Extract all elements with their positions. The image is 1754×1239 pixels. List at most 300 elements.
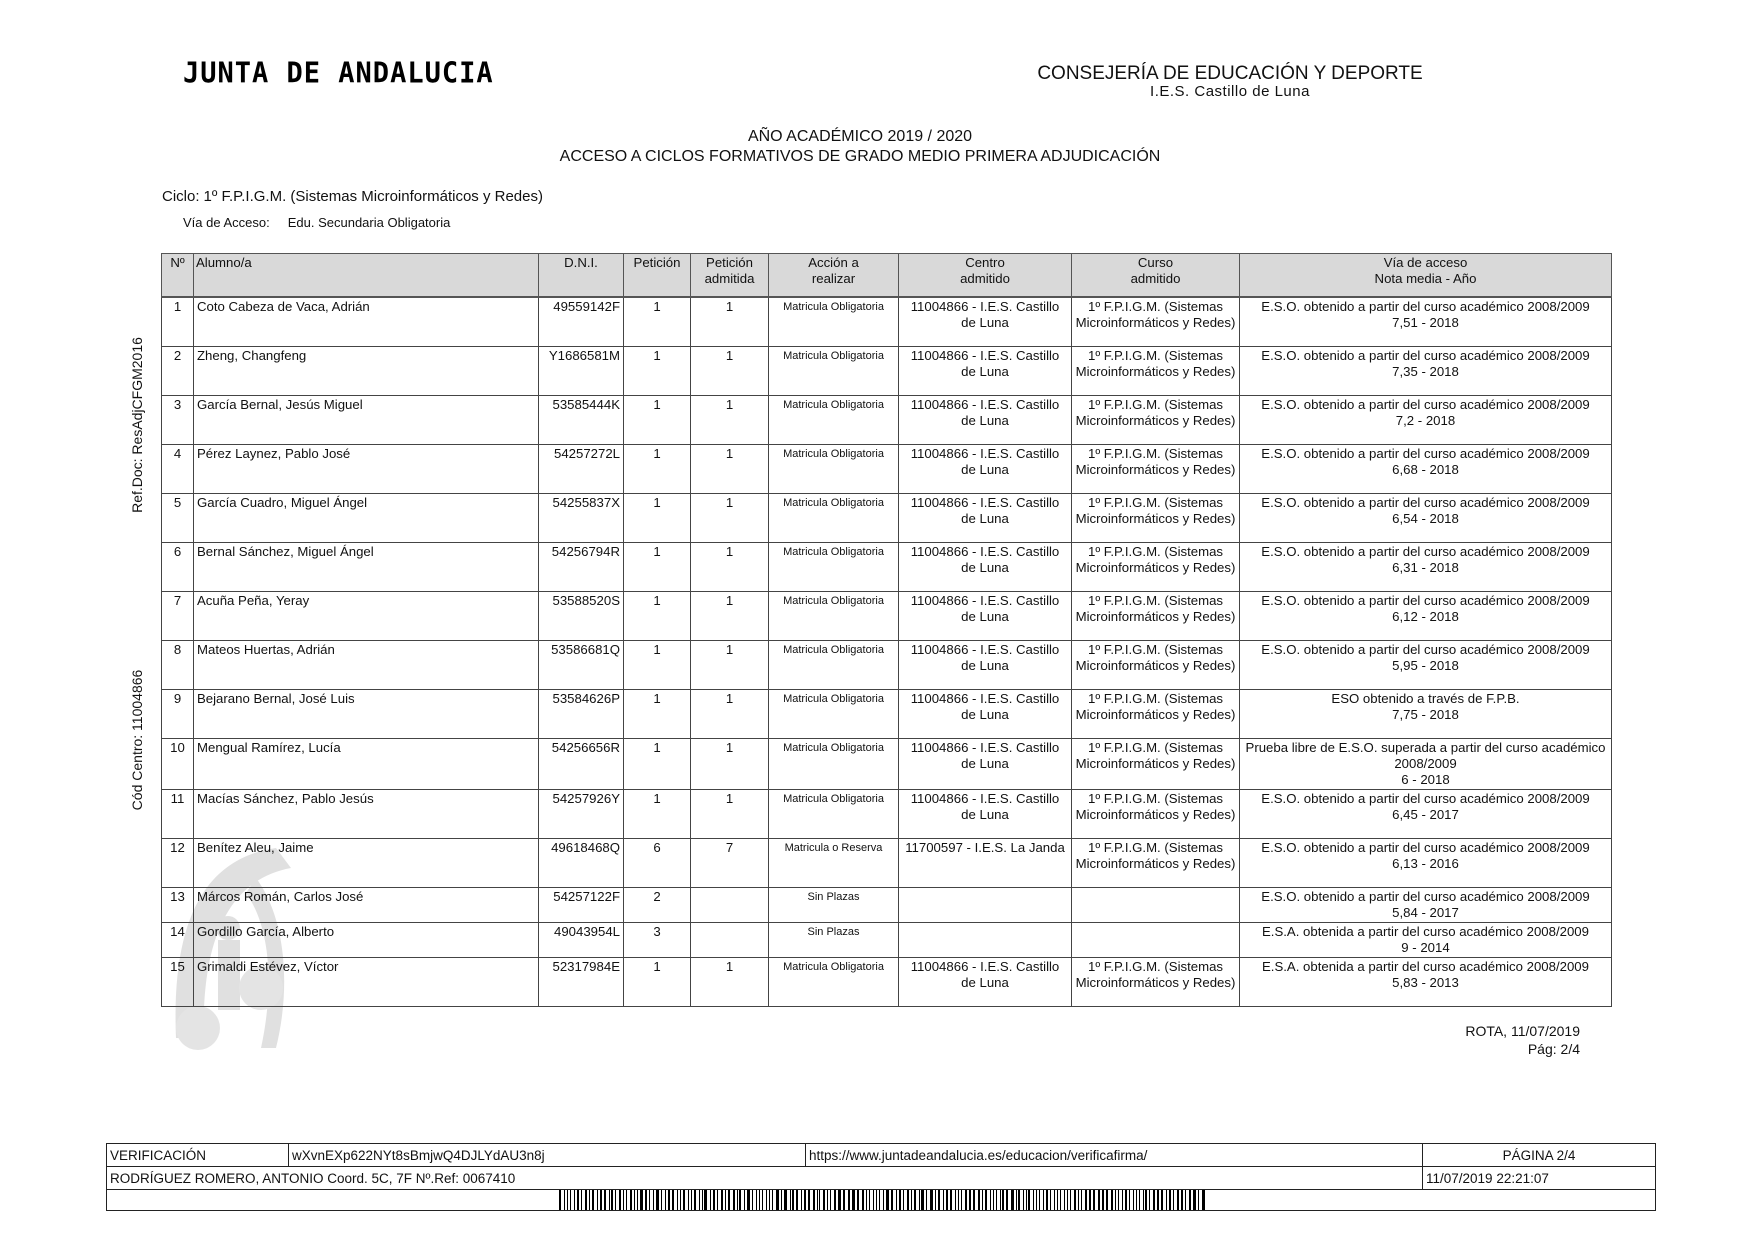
barcode-bar — [717, 1190, 718, 1210]
barcode-bar — [762, 1190, 764, 1210]
barcode-bar — [1133, 1190, 1134, 1210]
header-peticion: Petición — [624, 254, 691, 298]
barcode-bar — [677, 1190, 678, 1210]
barcode-bar — [930, 1190, 932, 1210]
via-text: E.S.O. obtenido a partir del curso académico 2008/2009 — [1261, 446, 1590, 461]
cell-peticion-admitida: 1 — [691, 958, 769, 1007]
barcode-bar — [985, 1190, 987, 1210]
cell-via-acceso — [1240, 347, 1612, 396]
nota-media-year: 6,45 - 2017 — [1392, 807, 1459, 822]
nota-media-year: 6,54 - 2018 — [1392, 511, 1459, 526]
barcode-bar — [1198, 1190, 1200, 1210]
barcode-bar — [739, 1190, 741, 1210]
barcode-bar — [1006, 1190, 1008, 1210]
footer-row-3 — [107, 1190, 1656, 1211]
cell-dni: 49559142F — [539, 297, 624, 347]
nota-media-year: 6 - 2018 — [1401, 772, 1450, 787]
barcode-bar — [801, 1190, 803, 1210]
barcode-bar — [630, 1190, 632, 1210]
barcode-bar — [938, 1190, 940, 1210]
barcode-bar — [776, 1190, 778, 1210]
barcode-bar — [1078, 1190, 1080, 1210]
header-text: Centro — [965, 255, 1005, 270]
cell-curso-admitido: 1º F.P.I.G.M. (Sistemas Microinformáticos y Redes) — [1072, 445, 1240, 494]
cell-student-name: Pérez Laynez, Pablo José — [194, 445, 539, 494]
cell-peticion-admitida: 1 — [691, 297, 769, 347]
school-name: I.E.S. Castillo de Luna — [1150, 83, 1310, 100]
cell-centro-admitido: 11004866 - I.E.S. Castillo de Luna — [899, 494, 1072, 543]
cell-peticion-admitida: 7 — [691, 839, 769, 888]
table-row — [162, 888, 1612, 923]
cell-row-num: 10 — [162, 739, 194, 790]
nota-media-year: 6,31 - 2018 — [1392, 560, 1459, 575]
table-header-row — [162, 254, 1612, 298]
cell-curso-admitido: 1º F.P.I.G.M. (Sistemas Microinformáticos y Redes) — [1072, 641, 1240, 690]
cell-row-num: 7 — [162, 592, 194, 641]
barcode-bar — [581, 1190, 582, 1210]
cell-student-name: Benítez Aleu, Jaime — [194, 839, 539, 888]
place-date: ROTA, 11/07/2019 — [1465, 1023, 1580, 1039]
barcode-bar — [808, 1190, 810, 1210]
barcode-bar — [876, 1190, 878, 1210]
barcode-bar — [1046, 1190, 1048, 1210]
nota-media-year: 6,68 - 2018 — [1392, 462, 1459, 477]
nota-media-year: 5,83 - 2013 — [1392, 975, 1459, 990]
table-row — [162, 297, 1612, 347]
barcode-bar — [1054, 1190, 1055, 1210]
barcode-bar — [943, 1190, 944, 1210]
header-text: Petición — [706, 255, 753, 270]
barcode-bar — [848, 1190, 850, 1210]
cell-accion: Matricula Obligatoria — [769, 396, 899, 445]
via-text: E.S.O. obtenido a partir del curso académico 2008/2009 — [1261, 544, 1590, 559]
cell-peticion: 6 — [624, 839, 691, 888]
cell-student-name: Acuña Peña, Yeray — [194, 592, 539, 641]
barcode-bar — [1081, 1190, 1082, 1210]
signature-timestamp: 11/07/2019 22:21:07 — [1423, 1167, 1656, 1190]
verification-footer — [106, 1143, 1656, 1211]
barcode-bar — [1177, 1190, 1179, 1210]
via-text: E.S.A. obtenida a partir del curso académico 2008/2009 — [1262, 959, 1589, 974]
via-text: E.S.O. obtenido a partir del curso académico 2008/2009 — [1261, 593, 1590, 608]
nota-media-year: 7,35 - 2018 — [1392, 364, 1459, 379]
cell-peticion-admitida — [691, 923, 769, 958]
barcode-bar — [1111, 1190, 1113, 1210]
cell-row-num: 1 — [162, 297, 194, 347]
cell-accion: Matricula Obligatoria — [769, 494, 899, 543]
cell-dni: 49618468Q — [539, 839, 624, 888]
cell-centro-admitido — [899, 888, 1072, 923]
barcode-bar — [656, 1190, 658, 1210]
via-text: E.S.O. obtenido a partir del curso académico 2008/2009 — [1261, 299, 1590, 314]
table-row — [162, 592, 1612, 641]
cell-curso-admitido — [1072, 923, 1240, 958]
cell-accion: Matricula Obligatoria — [769, 592, 899, 641]
cell-curso-admitido: 1º F.P.I.G.M. (Sistemas Microinformáticos y Redes) — [1072, 958, 1240, 1007]
barcode-bar — [688, 1190, 690, 1210]
cell-via-acceso — [1240, 641, 1612, 690]
barcode-bar — [914, 1190, 916, 1210]
barcode-bar — [691, 1190, 692, 1210]
via-text: E.S.O. obtenido a partir del curso académico 2008/2009 — [1261, 397, 1590, 412]
cell-row-num: 13 — [162, 888, 194, 923]
cell-student-name: Grimaldi Estévez, Víctor — [194, 958, 539, 1007]
cell-dni: 54257926Y — [539, 790, 624, 839]
barcode-bar — [626, 1190, 628, 1210]
barcode-bar — [1026, 1190, 1027, 1210]
barcode-bar — [668, 1190, 670, 1210]
barcode-bar — [1136, 1190, 1137, 1210]
header-num: Nº — [162, 254, 194, 298]
table-row — [162, 445, 1612, 494]
cell-peticion-admitida — [691, 888, 769, 923]
barcode-bar — [611, 1190, 613, 1210]
adjudication-table — [161, 253, 1612, 1007]
barcode-bar — [570, 1190, 571, 1210]
cell-via-acceso — [1240, 888, 1612, 923]
cell-centro-admitido: 11004866 - I.E.S. Castillo de Luna — [899, 297, 1072, 347]
barcode-bar — [752, 1190, 754, 1210]
header-curso — [1072, 254, 1240, 298]
cell-curso-admitido: 1º F.P.I.G.M. (Sistemas Microinformáticos y Redes) — [1072, 297, 1240, 347]
barcode-bar — [911, 1190, 913, 1210]
barcode-bar — [886, 1190, 888, 1210]
barcode-bar — [592, 1190, 594, 1210]
nota-media-year: 5,84 - 2017 — [1392, 905, 1459, 920]
barcode-bar — [973, 1190, 975, 1210]
barcode-bar — [946, 1190, 948, 1210]
header-via — [1240, 254, 1612, 298]
barcode-bar — [704, 1190, 706, 1210]
barcode-bar — [609, 1190, 610, 1210]
barcode-bar — [869, 1190, 870, 1210]
cell-peticion-admitida: 1 — [691, 543, 769, 592]
barcode-bar — [958, 1190, 959, 1210]
barcode-bar — [1018, 1190, 1020, 1210]
table-row — [162, 923, 1612, 958]
barcode-bar — [834, 1190, 836, 1210]
cell-dni: 53584626P — [539, 690, 624, 739]
cell-peticion-admitida: 1 — [691, 592, 769, 641]
header-text: Acción a — [808, 255, 859, 270]
barcode-bar — [1060, 1190, 1062, 1210]
header-accion — [769, 254, 899, 298]
barcode-bar — [819, 1190, 820, 1210]
barcode-bar — [879, 1190, 880, 1210]
barcode-bar — [993, 1190, 994, 1210]
cell-peticion-admitida: 1 — [691, 790, 769, 839]
cell-centro-admitido: 11004866 - I.E.S. Castillo de Luna — [899, 347, 1072, 396]
barcode-bar — [615, 1190, 616, 1210]
barcode-bar — [649, 1190, 650, 1210]
nota-media-year: 7,75 - 2018 — [1392, 707, 1459, 722]
barcode-bar — [623, 1190, 624, 1210]
cell-accion: Sin Plazas — [769, 888, 899, 923]
cell-dni: 54256794R — [539, 543, 624, 592]
cell-curso-admitido: 1º F.P.I.G.M. (Sistemas Microinformáticos y Redes) — [1072, 494, 1240, 543]
cell-peticion: 2 — [624, 888, 691, 923]
cell-row-num: 6 — [162, 543, 194, 592]
via-acceso-label: Vía de Acceso: — [183, 215, 270, 230]
cell-student-name: Mengual Ramírez, Lucía — [194, 739, 539, 790]
cell-row-num: 15 — [162, 958, 194, 1007]
barcode-bar — [813, 1190, 815, 1210]
barcode-bar — [1143, 1190, 1144, 1210]
header-peticion-admitida — [691, 254, 769, 298]
cell-curso-admitido: 1º F.P.I.G.M. (Sistemas Microinformáticos y Redes) — [1072, 396, 1240, 445]
junta-de-andalucia-logo: JUNTA DE ANDALUCIA — [183, 57, 494, 90]
barcode-bar — [891, 1190, 893, 1210]
barcode-bar — [907, 1190, 909, 1210]
header-alumno: Alumno/a — [194, 254, 539, 298]
barcode-bar — [725, 1190, 726, 1210]
barcode-bar — [619, 1190, 621, 1210]
via-acceso-line — [183, 215, 450, 230]
cell-peticion: 1 — [624, 592, 691, 641]
cell-via-acceso — [1240, 958, 1612, 1007]
cell-peticion-admitida: 1 — [691, 690, 769, 739]
barcode-bar — [1139, 1190, 1140, 1210]
cell-peticion: 1 — [624, 297, 691, 347]
cell-dni: 53585444K — [539, 396, 624, 445]
barcode-bar — [857, 1190, 859, 1210]
cell-via-acceso — [1240, 396, 1612, 445]
barcode-bar — [969, 1190, 971, 1210]
cell-student-name: García Bernal, Jesús Miguel — [194, 396, 539, 445]
cell-dni: 54257272L — [539, 445, 624, 494]
barcode-bar — [1202, 1190, 1204, 1210]
cell-peticion: 1 — [624, 739, 691, 790]
cell-via-acceso — [1240, 543, 1612, 592]
barcode-bar — [1089, 1190, 1091, 1210]
barcode-bar — [883, 1190, 885, 1210]
cell-peticion: 1 — [624, 790, 691, 839]
via-text: E.S.O. obtenido a partir del curso académico 2008/2009 — [1261, 642, 1590, 657]
barcode-bar — [899, 1190, 901, 1210]
barcode-bar — [1166, 1190, 1168, 1210]
signer-info: RODRÍGUEZ ROMERO, ANTONIO Coord. 5C, 7F Nº.Ref: 0067410 — [107, 1167, 1423, 1190]
cell-row-num: 8 — [162, 641, 194, 690]
barcode-bar — [710, 1190, 712, 1210]
cell-accion: Matricula Obligatoria — [769, 297, 899, 347]
barcode-bar — [589, 1190, 591, 1210]
table-row — [162, 690, 1612, 739]
cell-peticion: 3 — [624, 923, 691, 958]
barcode-bar — [919, 1190, 920, 1210]
cell-centro-admitido: 11004866 - I.E.S. Castillo de Luna — [899, 445, 1072, 494]
ref-doc-side-label: Ref.Doc: ResAdjCFGM2016 — [129, 337, 145, 513]
cell-accion: Sin Plazas — [769, 923, 899, 958]
barcode-bar — [637, 1190, 638, 1210]
barcode-bar — [823, 1190, 825, 1210]
cell-via-acceso — [1240, 297, 1612, 347]
header-text: admitida — [704, 271, 755, 286]
cell-student-name: Coto Cabeza de Vaca, Adrián — [194, 297, 539, 347]
barcode-bar — [653, 1190, 655, 1210]
barcode-bar — [1118, 1190, 1120, 1210]
cell-via-acceso — [1240, 445, 1612, 494]
nota-media-year: 7,51 - 2018 — [1392, 315, 1459, 330]
barcode-bar — [827, 1190, 828, 1210]
cod-centro-side-label: Cód Centro: 11004866 — [129, 669, 145, 811]
cell-via-acceso — [1240, 839, 1612, 888]
cell-student-name: Márcos Román, Carlos José — [194, 888, 539, 923]
barcode-bar — [574, 1190, 576, 1210]
barcode-bar — [982, 1190, 983, 1210]
cell-student-name: Bernal Sánchez, Miguel Ángel — [194, 543, 539, 592]
barcode-bar — [1153, 1190, 1155, 1210]
barcode-bar — [1106, 1190, 1108, 1210]
barcode-bar — [950, 1190, 952, 1210]
barcode-bar — [604, 1190, 606, 1210]
nota-media-year: 7,2 - 2018 — [1395, 413, 1456, 428]
cell-peticion: 1 — [624, 445, 691, 494]
barcode-bar — [1064, 1190, 1065, 1210]
cell-curso-admitido: 1º F.P.I.G.M. (Sistemas Microinformáticos y Redes) — [1072, 690, 1240, 739]
barcode-bar — [935, 1190, 937, 1210]
cell-peticion-admitida: 1 — [691, 739, 769, 790]
barcode-bar — [1074, 1190, 1076, 1210]
barcode-bar — [955, 1190, 956, 1210]
barcode-bar — [1115, 1190, 1116, 1210]
barcode-bar — [866, 1190, 868, 1210]
via-text: Prueba libre de E.S.O. superada a partir del curso académico 2008/2009 — [1245, 740, 1606, 771]
cell-student-name: Mateos Huertas, Adrián — [194, 641, 539, 690]
verification-url[interactable]: https://www.juntadeandalucia.es/educacion/verificafirma/ — [806, 1144, 1423, 1167]
barcode-bar — [694, 1190, 696, 1210]
cell-peticion-admitida: 1 — [691, 396, 769, 445]
barcode-bar — [772, 1190, 774, 1210]
barcode-bar — [790, 1190, 791, 1210]
header-text: admitido — [960, 271, 1010, 286]
verificacion-label: VERIFICACIÓN — [107, 1144, 289, 1167]
barcode-bar — [1093, 1190, 1095, 1210]
barcode-bar — [1000, 1190, 1001, 1210]
barcode-bar — [559, 1190, 561, 1210]
nota-media-year: 9 - 2014 — [1401, 940, 1450, 955]
ciclo-line — [162, 188, 543, 205]
cell-row-num: 14 — [162, 923, 194, 958]
barcode-bar — [1173, 1190, 1174, 1210]
header-text: Nota media - Año — [1374, 271, 1477, 286]
barcode-bar — [564, 1190, 566, 1210]
cell-accion: Matricula Obligatoria — [769, 641, 899, 690]
cell-accion: Matricula Obligatoria — [769, 739, 899, 790]
barcode-bar — [926, 1190, 928, 1210]
barcode-bar — [759, 1190, 760, 1210]
cell-dni: Y1686581M — [539, 347, 624, 396]
cell-accion: Matricula Obligatoria — [769, 690, 899, 739]
cell-dni: 54255837X — [539, 494, 624, 543]
barcode-bar — [680, 1190, 681, 1210]
via-text: E.S.O. obtenido a partir del curso académico 2008/2009 — [1261, 840, 1590, 855]
cell-centro-admitido: 11004866 - I.E.S. Castillo de Luna — [899, 790, 1072, 839]
cell-centro-admitido: 11004866 - I.E.S. Castillo de Luna — [899, 690, 1072, 739]
barcode-bar — [567, 1190, 568, 1210]
cell-row-num: 11 — [162, 790, 194, 839]
barcode-bar — [852, 1190, 854, 1210]
barcode-bar — [1036, 1190, 1038, 1210]
barcode-bar — [1145, 1190, 1147, 1210]
barcode-bar — [978, 1190, 980, 1210]
cell-dni: 53586681Q — [539, 641, 624, 690]
barcode-bar — [721, 1190, 723, 1210]
barcode-bar — [1129, 1190, 1130, 1210]
barcode-bar — [769, 1190, 770, 1210]
barcode-bar — [1157, 1190, 1159, 1210]
cell-via-acceso — [1240, 790, 1612, 839]
cell-peticion: 1 — [624, 958, 691, 1007]
document-subtitle: ACCESO A CICLOS FORMATIVOS DE GRADO MEDIO PRIMERA ADJUDICACIÓN — [559, 148, 1161, 165]
cell-centro-admitido: 11004866 - I.E.S. Castillo de Luna — [899, 958, 1072, 1007]
barcode-bar — [1023, 1190, 1024, 1210]
cell-via-acceso — [1240, 690, 1612, 739]
barcode-bar — [713, 1190, 715, 1210]
barcode-bar — [585, 1190, 587, 1210]
barcode-bar — [577, 1190, 579, 1210]
header-text: Curso — [1137, 255, 1174, 270]
cell-dni: 53588520S — [539, 592, 624, 641]
cell-centro-admitido: 11004866 - I.E.S. Castillo de Luna — [899, 739, 1072, 790]
barcode-bar — [766, 1190, 767, 1210]
header-text: admitido — [1130, 271, 1181, 286]
cell-peticion: 1 — [624, 494, 691, 543]
footer-row-2 — [107, 1167, 1656, 1190]
barcode-bar — [1028, 1190, 1030, 1210]
cell-row-num: 12 — [162, 839, 194, 888]
cell-centro-admitido: 11700597 - I.E.S. La Janda — [899, 839, 1072, 888]
cell-peticion: 1 — [624, 641, 691, 690]
barcode-bar — [873, 1190, 874, 1210]
cell-peticion-admitida: 1 — [691, 347, 769, 396]
barcode-bar — [1085, 1190, 1087, 1210]
barcode-bar — [645, 1190, 647, 1210]
cell-peticion: 1 — [624, 396, 691, 445]
table-row — [162, 958, 1612, 1007]
table-row — [162, 739, 1612, 790]
barcode-bar — [600, 1190, 602, 1210]
cell-via-acceso — [1240, 592, 1612, 641]
barcode-bar — [784, 1190, 786, 1210]
cell-centro-admitido: 11004866 - I.E.S. Castillo de Luna — [899, 641, 1072, 690]
cell-accion: Matricula Obligatoria — [769, 790, 899, 839]
table-row — [162, 543, 1612, 592]
cell-dni: 54257122F — [539, 888, 624, 923]
barcode-bar — [1125, 1190, 1127, 1210]
academic-year-title: AÑO ACADÉMICO 2019 / 2020 — [747, 128, 973, 145]
barcode-bar — [1043, 1190, 1044, 1210]
cell-peticion-admitida: 1 — [691, 494, 769, 543]
cell-row-num: 2 — [162, 347, 194, 396]
barcode-bar — [1016, 1190, 1017, 1210]
barcode-bar — [990, 1190, 991, 1210]
barcode-bar — [737, 1190, 738, 1210]
barcode-bar — [744, 1190, 746, 1210]
cell-accion: Matricula o Reserva — [769, 839, 899, 888]
header-text: realizar — [811, 271, 856, 286]
barcode-bar — [830, 1190, 831, 1210]
barcode-bar — [597, 1190, 598, 1210]
cell-peticion-admitida: 1 — [691, 445, 769, 494]
cell-student-name: Macías Sánchez, Pablo Jesús — [194, 790, 539, 839]
cell-peticion-admitida: 1 — [691, 641, 769, 690]
via-text: E.S.O. obtenido a partir del curso académico 2008/2009 — [1261, 495, 1590, 510]
barcode-bar — [996, 1190, 997, 1210]
barcode-bar — [1161, 1190, 1163, 1210]
cell-peticion: 1 — [624, 347, 691, 396]
ciclo-label: Ciclo: — [162, 188, 200, 205]
via-text: E.S.O. obtenido a partir del curso académico 2008/2009 — [1261, 791, 1590, 806]
